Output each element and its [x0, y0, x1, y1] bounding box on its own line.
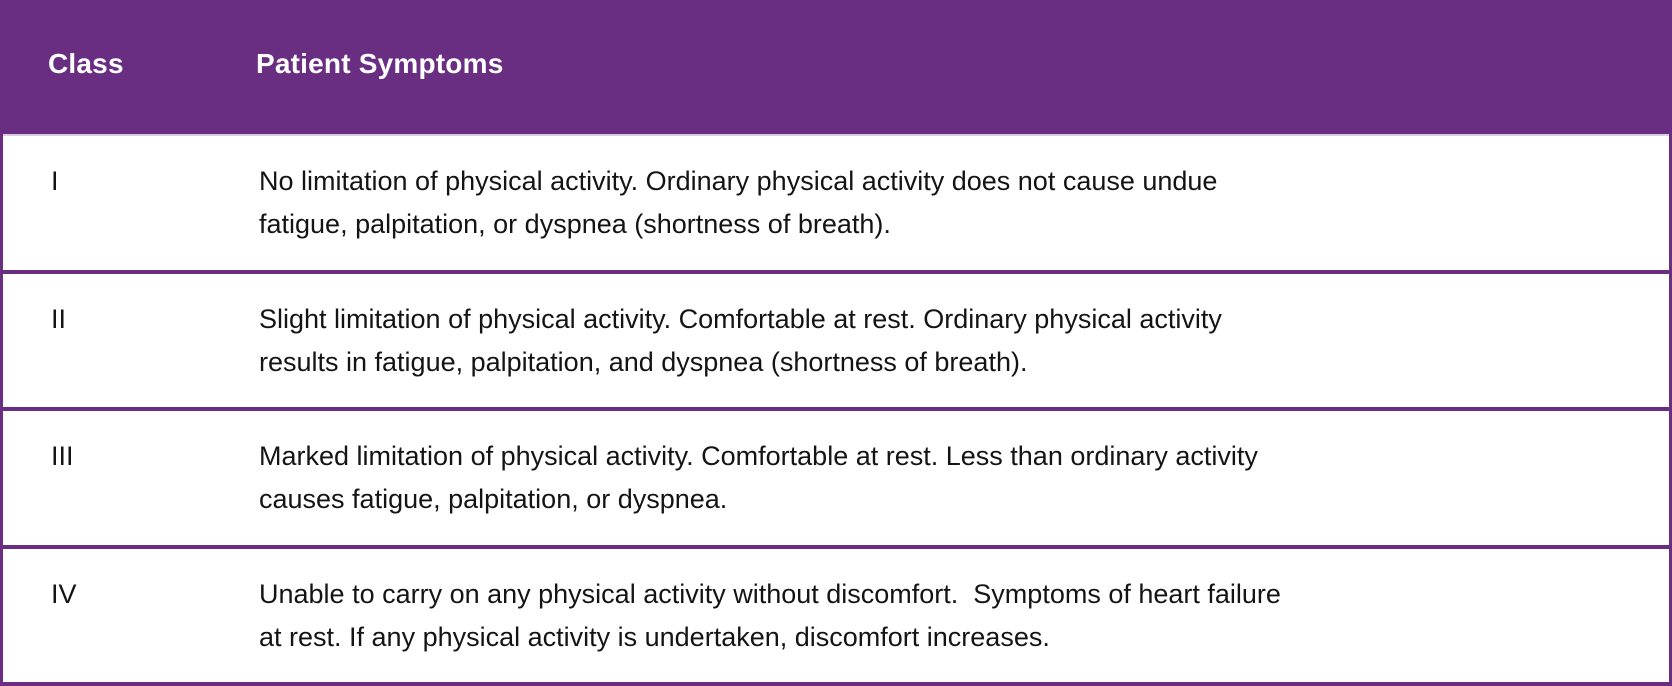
class-value: IV [51, 578, 77, 609]
column-header-class: Class [48, 48, 124, 79]
symptoms-value: No limitation of physical activity. Ordinary physical activity does not cause undue fatigue, palpitation, or dyspnea (shortness of breath). [259, 166, 1225, 239]
class-value: III [51, 441, 74, 471]
table-row [3, 134, 1669, 270]
table-row [3, 270, 1669, 408]
symptoms-value: Marked limitation of physical activity. Comfortable at rest. Less than ordinary activity causes fatigue, palpitation, or dyspnea. [259, 441, 1266, 514]
column-header-patient-symptoms: Patient Symptoms [256, 48, 504, 79]
class-value: II [51, 303, 67, 334]
table-row [3, 545, 1669, 683]
table-header-row [0, 0, 1672, 134]
symptoms-value: Unable to carry on any physical activity without discomfort. Symptoms of heart failure at rest. If any physical activity is undertaken, discomfort increases. [259, 578, 1289, 652]
table-row [3, 407, 1669, 545]
symptoms-value: Slight limitation of physical activity. Comfortable at rest. Ordinary physical activity results in fatigue, palpitation, and dyspnea (shortness of breath). [259, 303, 1230, 377]
class-value: I [51, 166, 59, 196]
